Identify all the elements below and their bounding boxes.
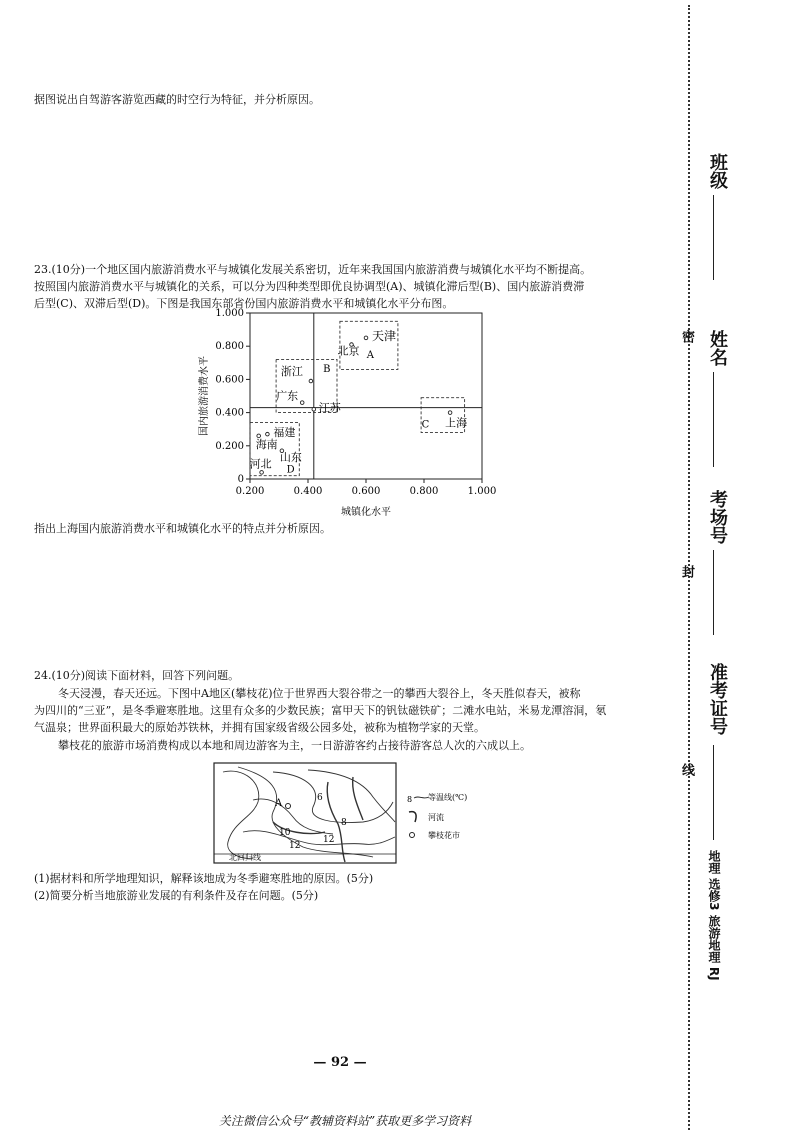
data-point	[266, 432, 270, 436]
map-label-a: A	[275, 798, 283, 809]
y-tick-label: 0.200	[215, 440, 244, 452]
point-label: 山东	[279, 450, 302, 464]
isotherm-label-4: 12	[289, 841, 301, 851]
class-label: 班级	[707, 153, 728, 189]
legend-city-text: 攀枝花市	[428, 831, 460, 840]
subject-label: 地理 选修3 旅游地理 RJ	[707, 850, 721, 981]
isotherm-label-5: 12	[323, 835, 335, 845]
q24-para2: 攀枝花的旅游市场消费构成以本地和周边游客为主，一日游游客约占接待游客总人次的六成以上。	[58, 739, 531, 752]
seal-xian: 线	[679, 763, 694, 776]
seal-mi: 密	[679, 330, 694, 343]
point-label: 海南	[255, 437, 278, 451]
exam-room-label: 考场号	[707, 490, 728, 544]
x-tick-label: 0.200	[235, 486, 265, 497]
y-tick-label: 0.600	[215, 374, 244, 386]
group-label: A	[366, 349, 374, 361]
q24-sub2: (2)简要分析当地旅游业发展的有利条件及存在问题。(5分)	[34, 889, 319, 902]
data-point	[448, 411, 452, 415]
point-label: 江苏	[318, 401, 341, 415]
intro-question: 据图说出自驾游客游览西藏的时空行为特征，并分析原因。	[34, 93, 320, 106]
point-label: 北京	[337, 344, 360, 358]
y-tick-label: 0.400	[215, 407, 244, 419]
data-point	[300, 401, 304, 405]
city-legend-icon	[410, 833, 415, 838]
point-label: 上海	[445, 416, 468, 430]
seal-feng: 封	[679, 565, 694, 578]
exam-room-blank[interactable]	[713, 550, 714, 635]
legend-isotherm-text: 等温线(℃)	[428, 793, 468, 802]
x-tick-label: 0.600	[351, 486, 381, 497]
y-axis-label: 国内旅游消费水平	[199, 356, 210, 436]
y-tick-label: 1.000	[215, 308, 244, 319]
group-label: B	[323, 363, 331, 375]
point-label: 福建	[273, 426, 296, 440]
q24-line1: 24.(10分)阅读下面材料，回答下列问题。	[34, 669, 240, 682]
ticket-label: 准考证号	[707, 663, 728, 735]
q23-line2: 按照国内旅游消费水平与城镇化的关系，可以分为四种类型即优良协调型(A)、城镇化滞后型(B)、国内旅游消费滞	[34, 280, 585, 293]
q23-line3: 后型(C)、双滞后型(D)。下图是我国东部省份国内旅游消费水平和城镇化水平分布图。	[34, 297, 454, 310]
legend-river-text: 河流	[428, 813, 444, 822]
x-axis-label: 城镇化水平	[341, 507, 391, 518]
river-legend-icon	[409, 812, 416, 822]
q24-para1-line1: 冬天浸漫，春天还远。下图中A地区(攀枝花)位于世界西大裂谷带之一的攀西大裂谷上，冬天胜似春天，被称	[58, 687, 581, 700]
q24-para1-line2: 为四川的“三亚”，是冬季避寒胜地。这里有众多的少数民族；富甲天下的钒钛磁铁矿；二滩水电站，米易龙潭溶洞，氡	[34, 704, 607, 717]
scatter-chart	[195, 308, 505, 528]
panzhihua-city-marker	[286, 804, 291, 809]
q24-para1-line3: 气温泉；世界面积最大的原始苏铁林，并拥有国家级省级公园多处，被称为植物学家的天堂。	[34, 721, 485, 734]
point-label: 天津	[372, 328, 397, 343]
x-tick-label: 0.800	[409, 486, 439, 497]
q23-question: 指出上海国内旅游消费水平和城镇化水平的特点并分析原因。	[34, 522, 331, 535]
isotherm-map	[213, 762, 513, 866]
footer-note: 关注微信公众号“教辅资料站”获取更多学习资料	[218, 1114, 472, 1128]
name-blank[interactable]	[713, 372, 714, 467]
y-tick-label: 0.800	[215, 341, 244, 353]
point-label: 浙江	[280, 365, 303, 379]
group-label: C	[421, 419, 430, 431]
group-label: D	[286, 464, 295, 476]
x-tick-label: 0.400	[293, 486, 323, 497]
isotherm-label-2: 8	[341, 818, 347, 828]
data-point	[260, 471, 264, 475]
q23-line1: 23.(10分)一个地区国内旅游消费水平与城镇化发展关系密切，近年来我国国内旅游消费与城镇化水平均不断提高。	[34, 263, 592, 276]
page-number: — 92 —	[313, 1055, 367, 1070]
q24-sub1: (1)据材料和所学地理知识，解释该地成为冬季避寒胜地的原因。(5分)	[34, 872, 374, 885]
class-blank[interactable]	[713, 195, 714, 280]
data-point	[364, 336, 368, 340]
data-point	[309, 379, 313, 383]
isotherm-label-3: 10	[279, 828, 291, 838]
x-tick-label: 1.000	[467, 486, 497, 497]
point-label: 河北	[249, 457, 272, 471]
legend-isotherm-sample: 8	[407, 795, 413, 804]
point-label: 广东	[276, 389, 299, 403]
data-point	[312, 407, 316, 411]
tropic-label: 北回归线	[229, 853, 261, 862]
ticket-blank[interactable]	[713, 745, 714, 840]
name-label: 姓名	[707, 330, 728, 366]
isotherm-label-1: 6	[317, 793, 323, 803]
y-tick-label: 0	[237, 474, 244, 485]
